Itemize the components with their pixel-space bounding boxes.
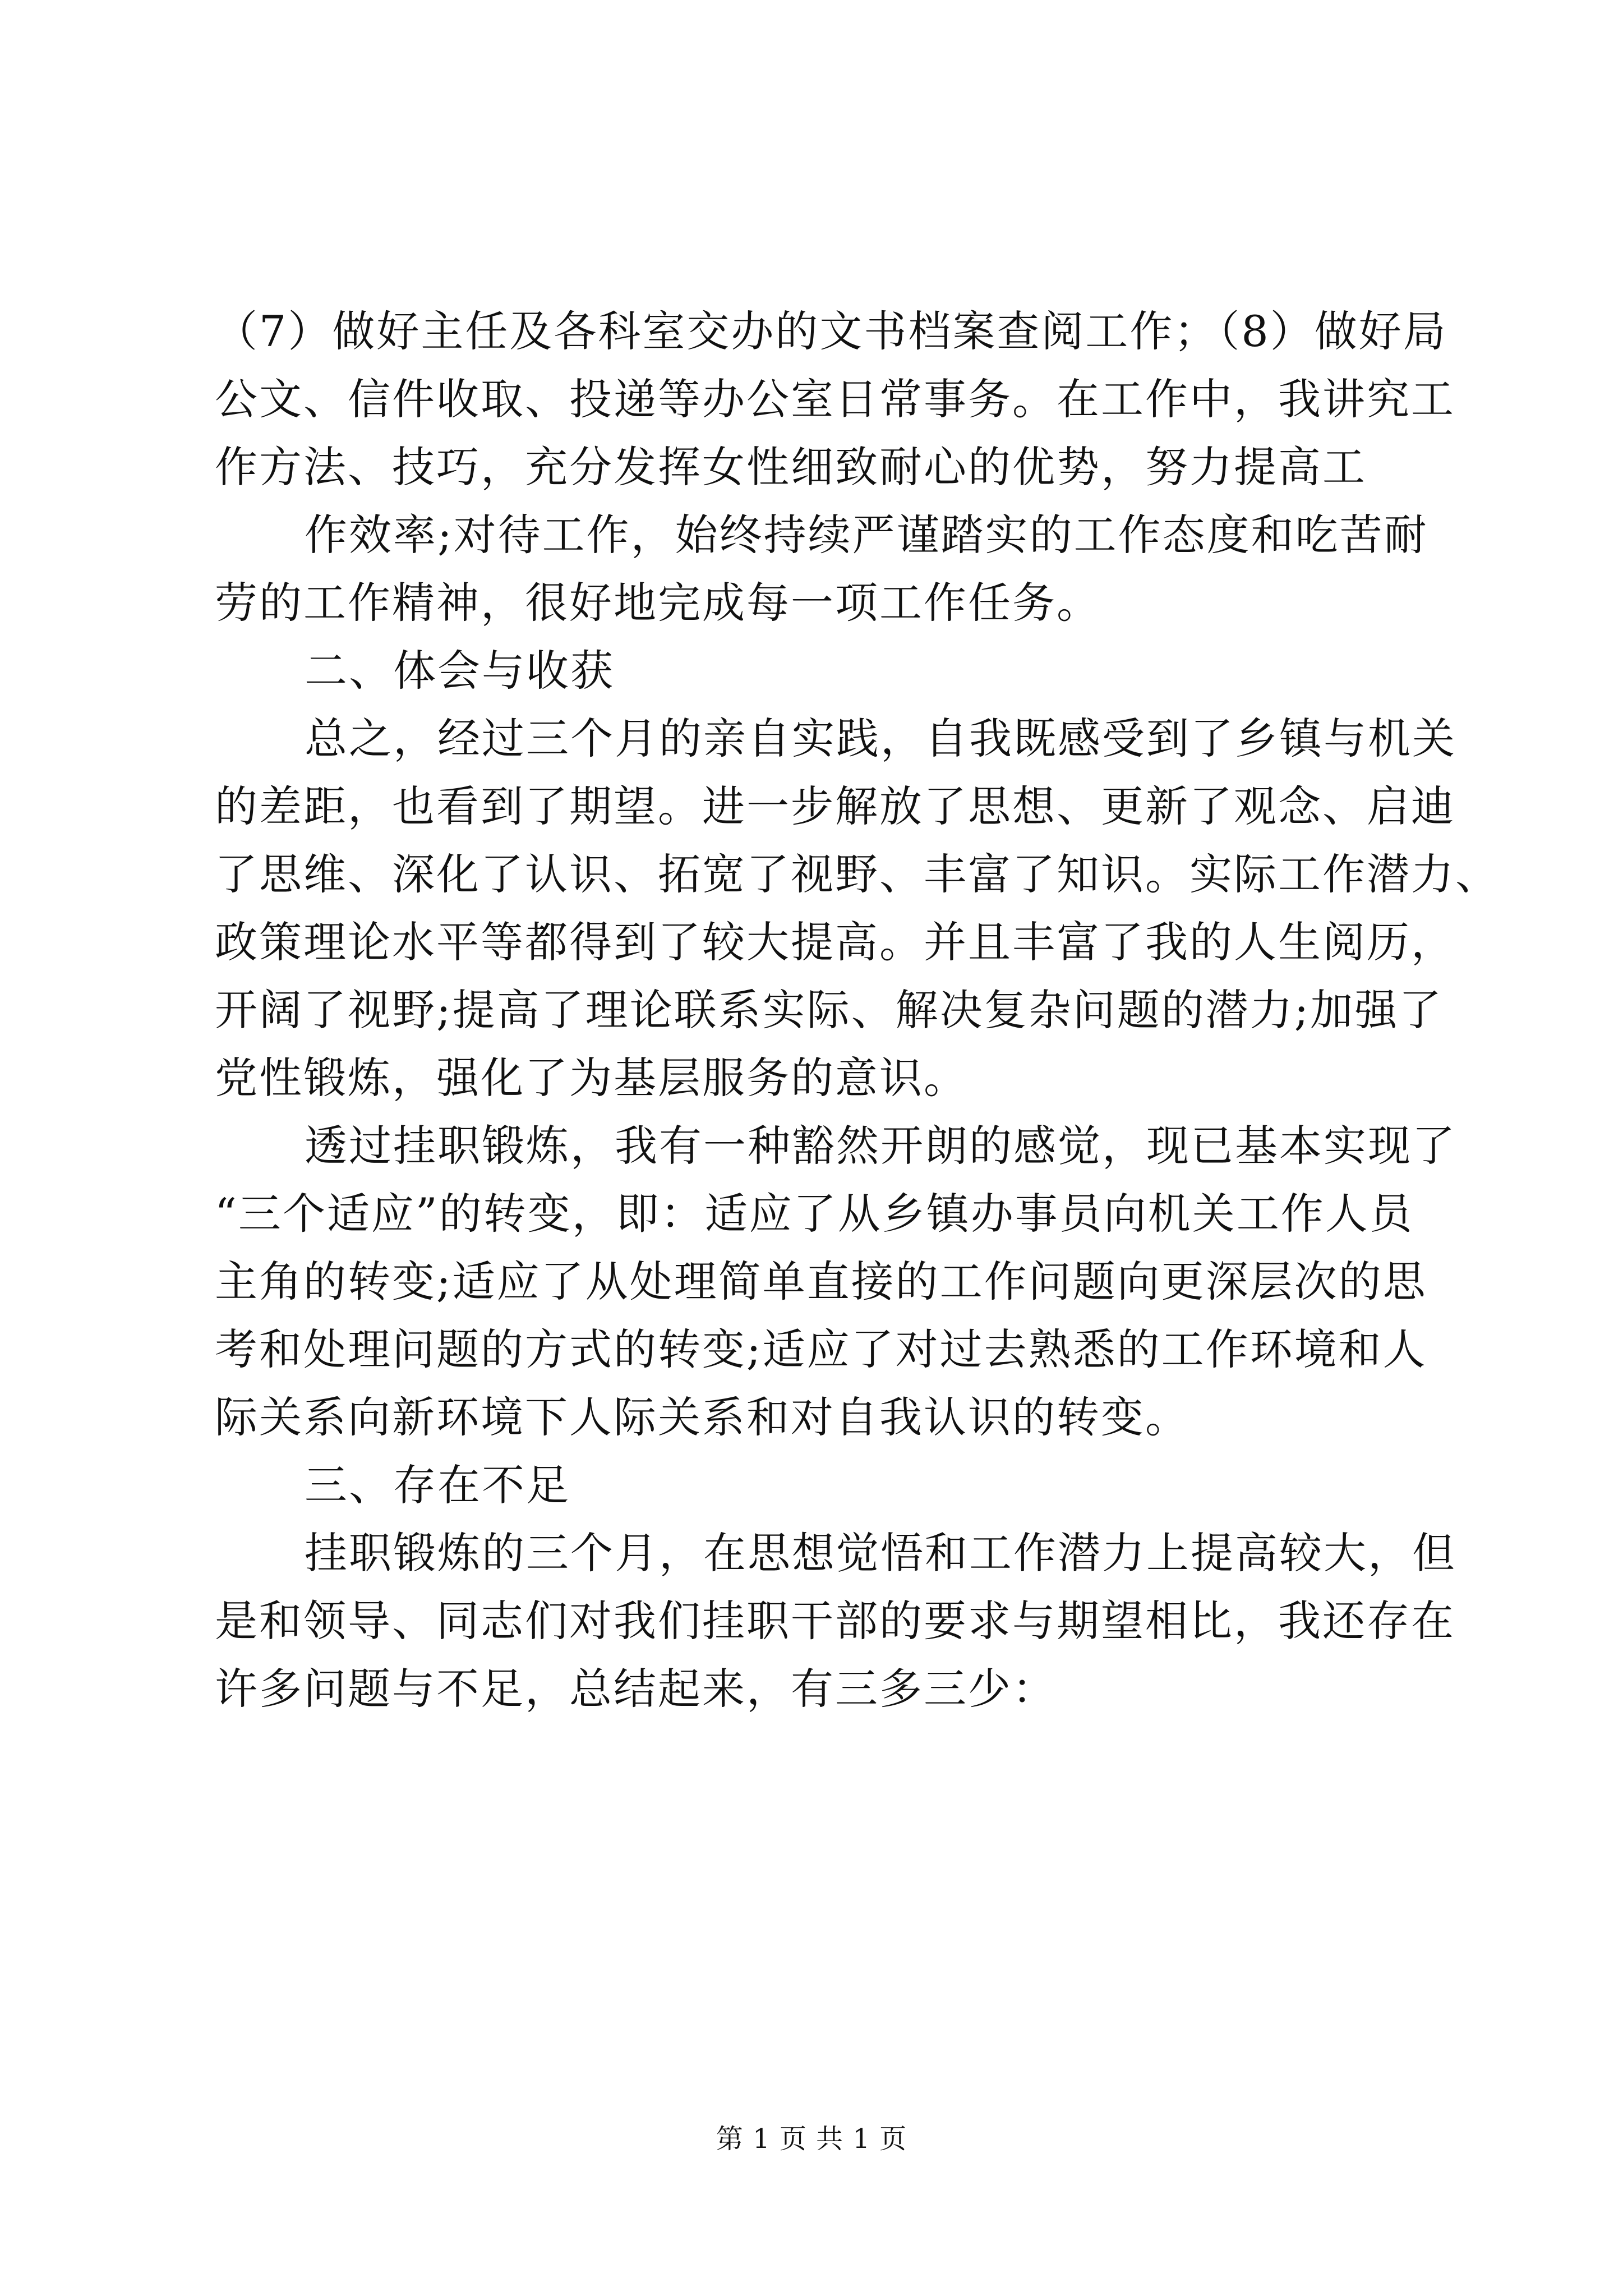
text-line-1: （7）做好主任及各科室交办的文书档案查阅工作；（8）做好局 (215, 306, 1447, 356)
text-line-10: 政策理论水平等都得到了较大提高。并且丰富了我的人生阅历， (215, 917, 1455, 967)
section-heading-2: 二、体会与收获 (305, 646, 615, 696)
text-line-13: 透过挂职锻炼，我有一种豁然开朗的感觉，现已基本实现了 (305, 1121, 1456, 1171)
text-line-15: 主角的转变;适应了从处理简单直接的工作问题向更深层次的思 (215, 1257, 1427, 1306)
text-line-7: 总之，经过三个月的亲自实践，自我既感受到了乡镇与机关 (305, 714, 1456, 763)
text-line-16: 考和处理问题的方式的转变;适应了对过去熟悉的工作环境和人 (215, 1324, 1427, 1374)
text-line-19: 挂职锻炼的三个月，在思想觉悟和工作潜力上提高较大，但 (305, 1528, 1456, 1578)
text-line-3: 作方法、技巧，充分发挥女性细致耐心的优势，努力提高工 (215, 442, 1367, 492)
text-line-11: 开阔了视野;提高了理论联系实际、解决复杂问题的潜力;加强了 (215, 985, 1444, 1035)
section-heading-3: 三、存在不足 (305, 1460, 570, 1510)
text-line-20: 是和领导、同志们对我们挂职干部的要求与期望相比，我还存在 (215, 1596, 1455, 1646)
text-line-21: 许多问题与不足，总结起来，有三多三少： (215, 1664, 1057, 1714)
text-line-9: 了思维、深化了认识、拓宽了视野、丰富了知识。实际工作潜力、 (215, 849, 1500, 899)
text-line-4: 作效率;对待工作，始终持续严谨踏实的工作态度和吃苦耐 (305, 510, 1428, 560)
text-line-14: “三个适应”的转变，即：适应了从乡镇办事员向机关工作人员 (215, 1189, 1414, 1239)
page-footer: 第 1 页 共 1 页 (716, 2123, 907, 2155)
text-line-12: 党性锻炼，强化了为基层服务的意识。 (215, 1053, 968, 1103)
text-line-8: 的差距，也看到了期望。进一步解放了思想、更新了观念、启迪 (215, 781, 1455, 831)
document-body (215, 297, 1500, 1723)
text-line-2: 公文、信件收取、投递等办公室日常事务。在工作中，我讲究工 (215, 374, 1455, 424)
text-line-5: 劳的工作精神，很好地完成每一项工作任务。 (215, 578, 1101, 628)
text-line-17: 际关系向新环境下人际关系和对自我认识的转变。 (215, 1392, 1189, 1442)
